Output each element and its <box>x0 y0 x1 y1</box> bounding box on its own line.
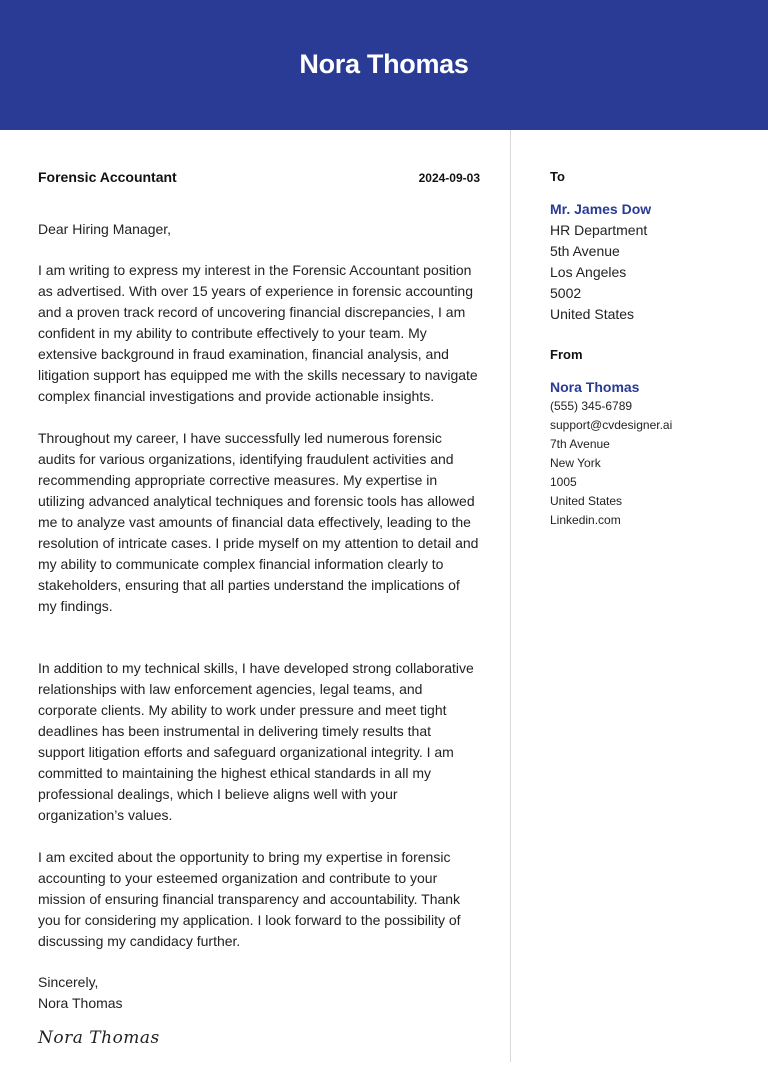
applicant-name: Nora Thomas <box>299 48 469 79</box>
recipient-zip: 5002 <box>550 285 582 301</box>
closing: Sincerely, <box>38 974 99 990</box>
recipient-department: HR Department <box>550 222 648 238</box>
paragraph-2: Throughout my career, I have successfully led numerous forensic audits for various organizations, identifying fraudulent activities and recommending appropriate corrective measures. My expertise in utilizing advanced analytical techniques and forensic tools has allowed me to analyze vast amounts of financial data effectively, leading to the resolution of intricate cases. I pride myself on my attention to detail and my ability to communicate complex financial information clearly to stakeholders, ensuring that all parties understand the implications of my findings. <box>38 430 479 614</box>
letter-heading <box>38 169 480 189</box>
column-divider <box>510 130 511 1062</box>
paragraph-4: I am excited about the opportunity to bring my expertise in forensic accounting to your esteemed organization and contribute to your mission of ensuring financial transparency and accountability. Thank you for considering my application. I look forward to the possibility of discussing my candidacy further. <box>38 849 461 949</box>
recipient-name: Mr. James Dow <box>550 201 652 217</box>
sender-country: United States <box>550 494 623 508</box>
sender-name: Nora Thomas <box>38 995 123 1011</box>
to-label: To <box>550 169 565 184</box>
sender-zip: 1005 <box>550 475 577 489</box>
contact-sidebar <box>550 169 750 530</box>
sender-city: New York <box>550 456 601 470</box>
recipient-country: United States <box>550 306 635 322</box>
recipient-city: Los Angeles <box>550 264 627 280</box>
paragraph-3: In addition to my technical skills, I have developed strong collaborative relationships with law enforcement agencies, legal teams, and corporate clients. My ability to work under pressure and meet tight deadlines has been instrumental in delivering timely results that support litigation efforts and safeguard organizational integrity. I am committed to maintaining the highest ethical standards in all my professional dealings, which I believe aligns well with your organization’s values. <box>38 660 474 823</box>
greeting: Dear Hiring Manager, <box>38 221 172 237</box>
sender-contact-name: Nora Thomas <box>550 379 640 395</box>
sender-linkedin: Linkedin.com <box>550 513 621 527</box>
sender-phone: (555) 345-6789 <box>550 399 633 413</box>
paragraph-1: I am writing to express my interest in the Forensic Accountant position as advertised. With over 15 years of experience in forensic accounting and a proven track record of uncovering financial discrepancies, I am confident in my ability to contribute effectively to your team. My extensive background in fraud examination, financial analysis, and litigation support has equipped me with the skills necessary to navigate complex financial investigations and provide actionable insights. <box>38 262 478 404</box>
from-label: From <box>550 347 583 362</box>
handwritten-signature: Nora Thomas <box>38 1028 160 1048</box>
recipient-street: 5th Avenue <box>550 243 620 259</box>
letter-date: 2024-09-03 <box>418 171 480 185</box>
header-banner <box>0 0 768 130</box>
sender-street: 7th Avenue <box>550 437 610 451</box>
job-title: Forensic Accountant <box>38 169 177 185</box>
letter-body <box>38 169 480 1048</box>
sender-email: support@cvdesigner.ai <box>550 418 673 432</box>
